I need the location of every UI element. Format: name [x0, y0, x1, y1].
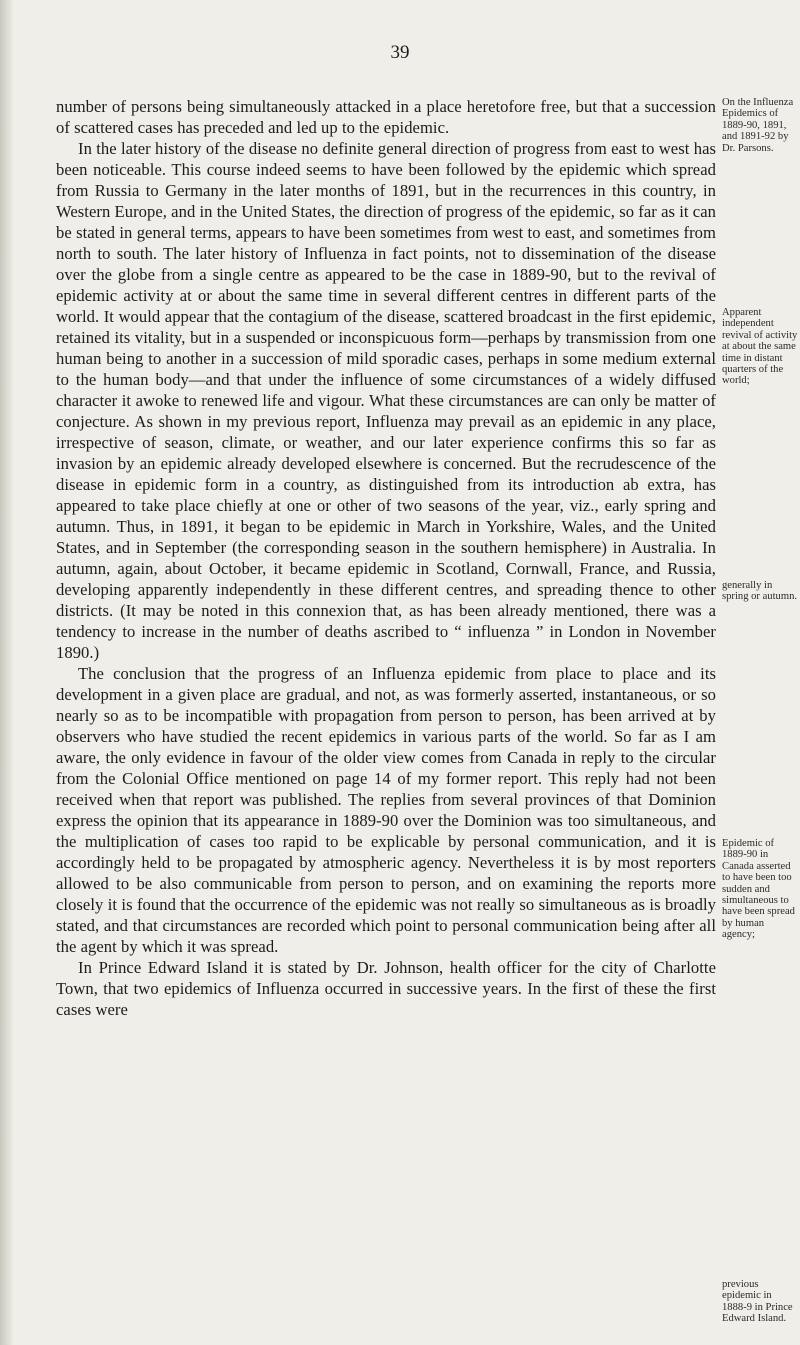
- sidenote-prince-edward-island: previous epidemic in 1888-9 in Prince Edward Island.: [722, 1279, 793, 1325]
- paragraph-direction-of-progress: In the later history of the disease no definite general direction of progress from east to west has been noticeable. This course indeed seems to have been followed by the epidemic which spread from Russia to Germany in the later months of 1891, but in the recurrences in this country, in Western Europe, and in the United States, the direction of progress of the epidemic, so far as it can be stated in general terms, appears to have been sometimes from west to east, and sometimes from north to south. The later history of Influenza in fact points, not to dissemination of the disease over the globe from a single centre as appeared to be the case in 1889-90, but to the revival of epidemic activity at or about the same time in several different centres in different parts of the world. It would appear that the contagium of the disease, scattered broadcast in the first epidemic, retained its vitality, but in a suspended or inconspicuous form—perhaps by transmission from one human being to another in a succession of mild sporadic cases, perhaps in some medium external to the human body—and that under the influence of some circumstances of a widely diffused character it awoke to renewed life and vigour. What these circumstances are can only be matter of conjecture. As shown in my previous report, Influenza may prevail as an epidemic in any place, irrespective of season, climate, or weather, and our later experience confirms this so far as invasion by an epidemic already developed elsewhere is concerned. But the recrudescence of the disease in epidemic form in a country, as distinguished from its introduction ab extra, has appeared to take place chiefly at one or other of two seasons of the year, viz., early spring and autumn. Thus, in 1891, it began to be epidemic in March in Yorkshire, Wales, and the United States, and in September (the corresponding season in the southern hemisphere) in Australia. In autumn, again, about October, it became epidemic in Scotland, Cornwall, France, and Russia, developing apparently independently in these different centres, and spreading thence to other districts. (It may be noted in this connexion that, as has been already mentioned, there was a tendency to increase in the number of deaths ascribed to “ influenza ” in London in November 1890.): [56, 139, 716, 662]
- paragraph-continuation: number of persons being simultaneously attacked in a place heretofore free, but that a succession of scattered cases has preceded and led up to the epidemic.: [56, 97, 716, 137]
- sidenote-revival: Apparent independent revival of activity at about the same time in distant quarters of the world;: [722, 307, 798, 387]
- sidenote-canada: Epidemic of 1889-90 in Canada asserted to have been too sudden and simultaneous to have been spread by human agency;: [722, 838, 795, 941]
- sidenote-title: On the Influenza Epidemics of 1889-90, 1891, and 1891-92 by Dr. Parsons.: [722, 97, 794, 154]
- page-edge-shadow: [0, 0, 14, 1345]
- paragraph-gradual-progress: The conclusion that the progress of an Influenza epidemic from place to place and its development in a given place are gradual, and not, as was formerly asserted, instantaneous, or so nearly so as to be incompatible with propagation from person to person, has been arrived at by observers who have studied the recent epidemics in various parts of the world. So far as I am aware, the only evidence in favour of the older view comes from Canada in reply to the circular from the Colonial Office mentioned on page 14 of my former report. This reply had not been received when that report was published. The replies from several provinces of that Dominion express the opinion that its appearance in 1889-90 over the Dominion was too simultaneous, and the multiplication of cases too rapid to be explicable by personal communication, and it is accordingly held to be propagated by atmospheric agency. Nevertheless it is by most reporters allowed to be also communicable from person to person, and on examining the reports more closely it is found that the occurrence of the epidemic was not really so simultaneous as is broadly stated, and that circumstances are recorded which point to personal communication being after all the agent by which it was spread.: [56, 664, 716, 956]
- sidenote-seasons: generally in spring or autumn.: [722, 580, 798, 603]
- paragraph-prince-edward-island: In Prince Edward Island it is stated by Dr. Johnson, health officer for the city of Charlotte Town, that two epidemics of Influenza occurred in successive years. In the first of these the first cases were: [56, 958, 716, 1019]
- body-text: [56, 96, 716, 1020]
- page-number: 39: [390, 42, 410, 63]
